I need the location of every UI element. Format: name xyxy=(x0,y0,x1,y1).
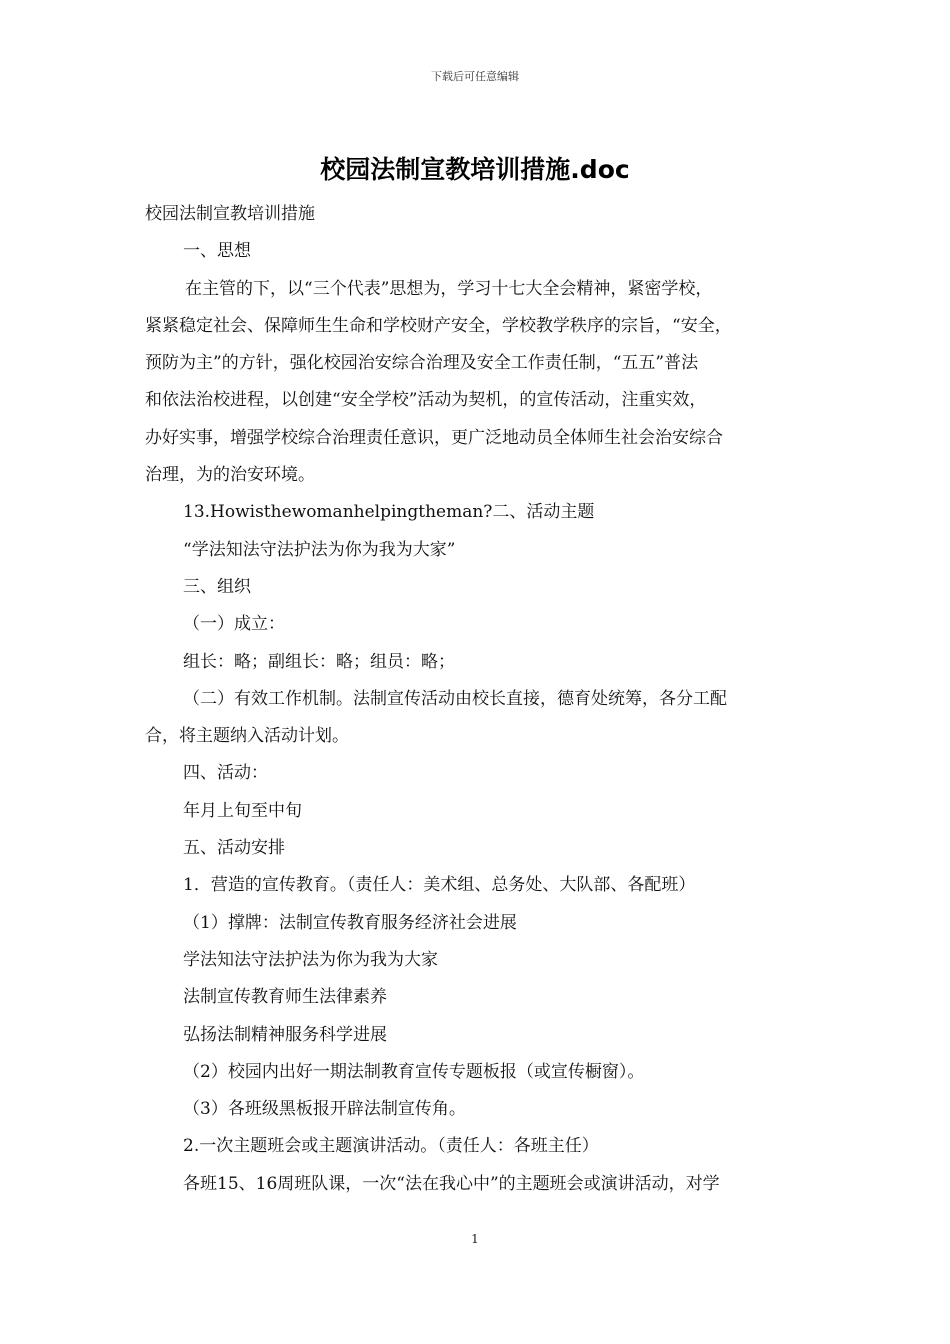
page-number: 1 xyxy=(471,1232,479,1246)
paragraph-line: 治理，为的治安环境。 xyxy=(145,465,315,486)
paragraph-line: （1）撑牌：法制宣传教育服务经济社会进展 xyxy=(183,912,517,933)
paragraph-line: 紧紧稳定社会、保障师生生命和学校财产安全，学校教学秩序的宗旨，“安全， xyxy=(145,315,732,336)
paragraph-line: 一、思想 xyxy=(183,241,251,262)
paragraph-line: 在主管的下，以“三个代表”思想为，学习十七大全会精神，紧密学校， xyxy=(185,278,713,299)
paragraph-line: 弘扬法制精神服务科学进展 xyxy=(183,1024,387,1045)
paragraph-line: 年月上旬至中旬 xyxy=(183,800,302,821)
paragraph-line: 各班15、16周班队课，一次“法在我心中”的主题班会或演讲活动，对学 xyxy=(183,1173,720,1194)
paragraph-line: 三、组织 xyxy=(183,576,251,597)
paragraph-line: 1．营造的宣传教育。（责任人：美术组、总务处、大队部、各配班） xyxy=(183,875,696,896)
paragraph-line: 和依法治校进程，以创建“安全学校”活动为契机，的宣传活动，注重实效， xyxy=(145,390,707,411)
paragraph-line: （一）成立： xyxy=(183,614,285,635)
paragraph-line: 学法知法守法护法为你为我为大家 xyxy=(183,949,438,970)
paragraph-line: 四、活动： xyxy=(183,763,268,784)
paragraph-line: 校园法制宣教培训措施 xyxy=(145,204,315,224)
paragraph-line: （二）有效工作机制。法制宣传活动由校长直接，德育处统筹，各分工配 xyxy=(183,688,727,709)
paragraph-line: 组长：略；副组长：略；组员：略； xyxy=(183,651,455,672)
paragraph-line: 预防为主”的方针，强化校园治安综合治理及安全工作责任制，“五五”普法 xyxy=(145,353,699,374)
document-body xyxy=(145,196,810,1203)
page-header-note: 下载后可任意编辑 xyxy=(431,70,519,83)
document-title: 校园法制宣教培训措施.doc xyxy=(320,155,630,184)
paragraph-line: 2.一次主题班会或主题演讲活动。（责任人：各班主任） xyxy=(183,1136,599,1157)
paragraph-line: 五、活动安排 xyxy=(183,838,285,859)
paragraph-line: 合，将主题纳入活动计划。 xyxy=(145,726,349,747)
paragraph-line: 法制宣传教育师生法律素养 xyxy=(183,987,387,1008)
paragraph-line: （2）校园内出好一期法制教育宣传专题板报（或宣传橱窗）。 xyxy=(183,1061,645,1082)
paragraph-line: 13.Howisthewomanhelpingtheman?二、活动主题 xyxy=(183,502,595,523)
paragraph-line: “学法知法守法护法为你为我为大家” xyxy=(183,539,456,560)
paragraph-line: （3）各班级黑板报开辟法制宣传角。 xyxy=(183,1099,466,1120)
paragraph-line: 办好实事，增强学校综合治理责任意识，更广泛地动员全体师生社会治安综合 xyxy=(145,427,723,448)
